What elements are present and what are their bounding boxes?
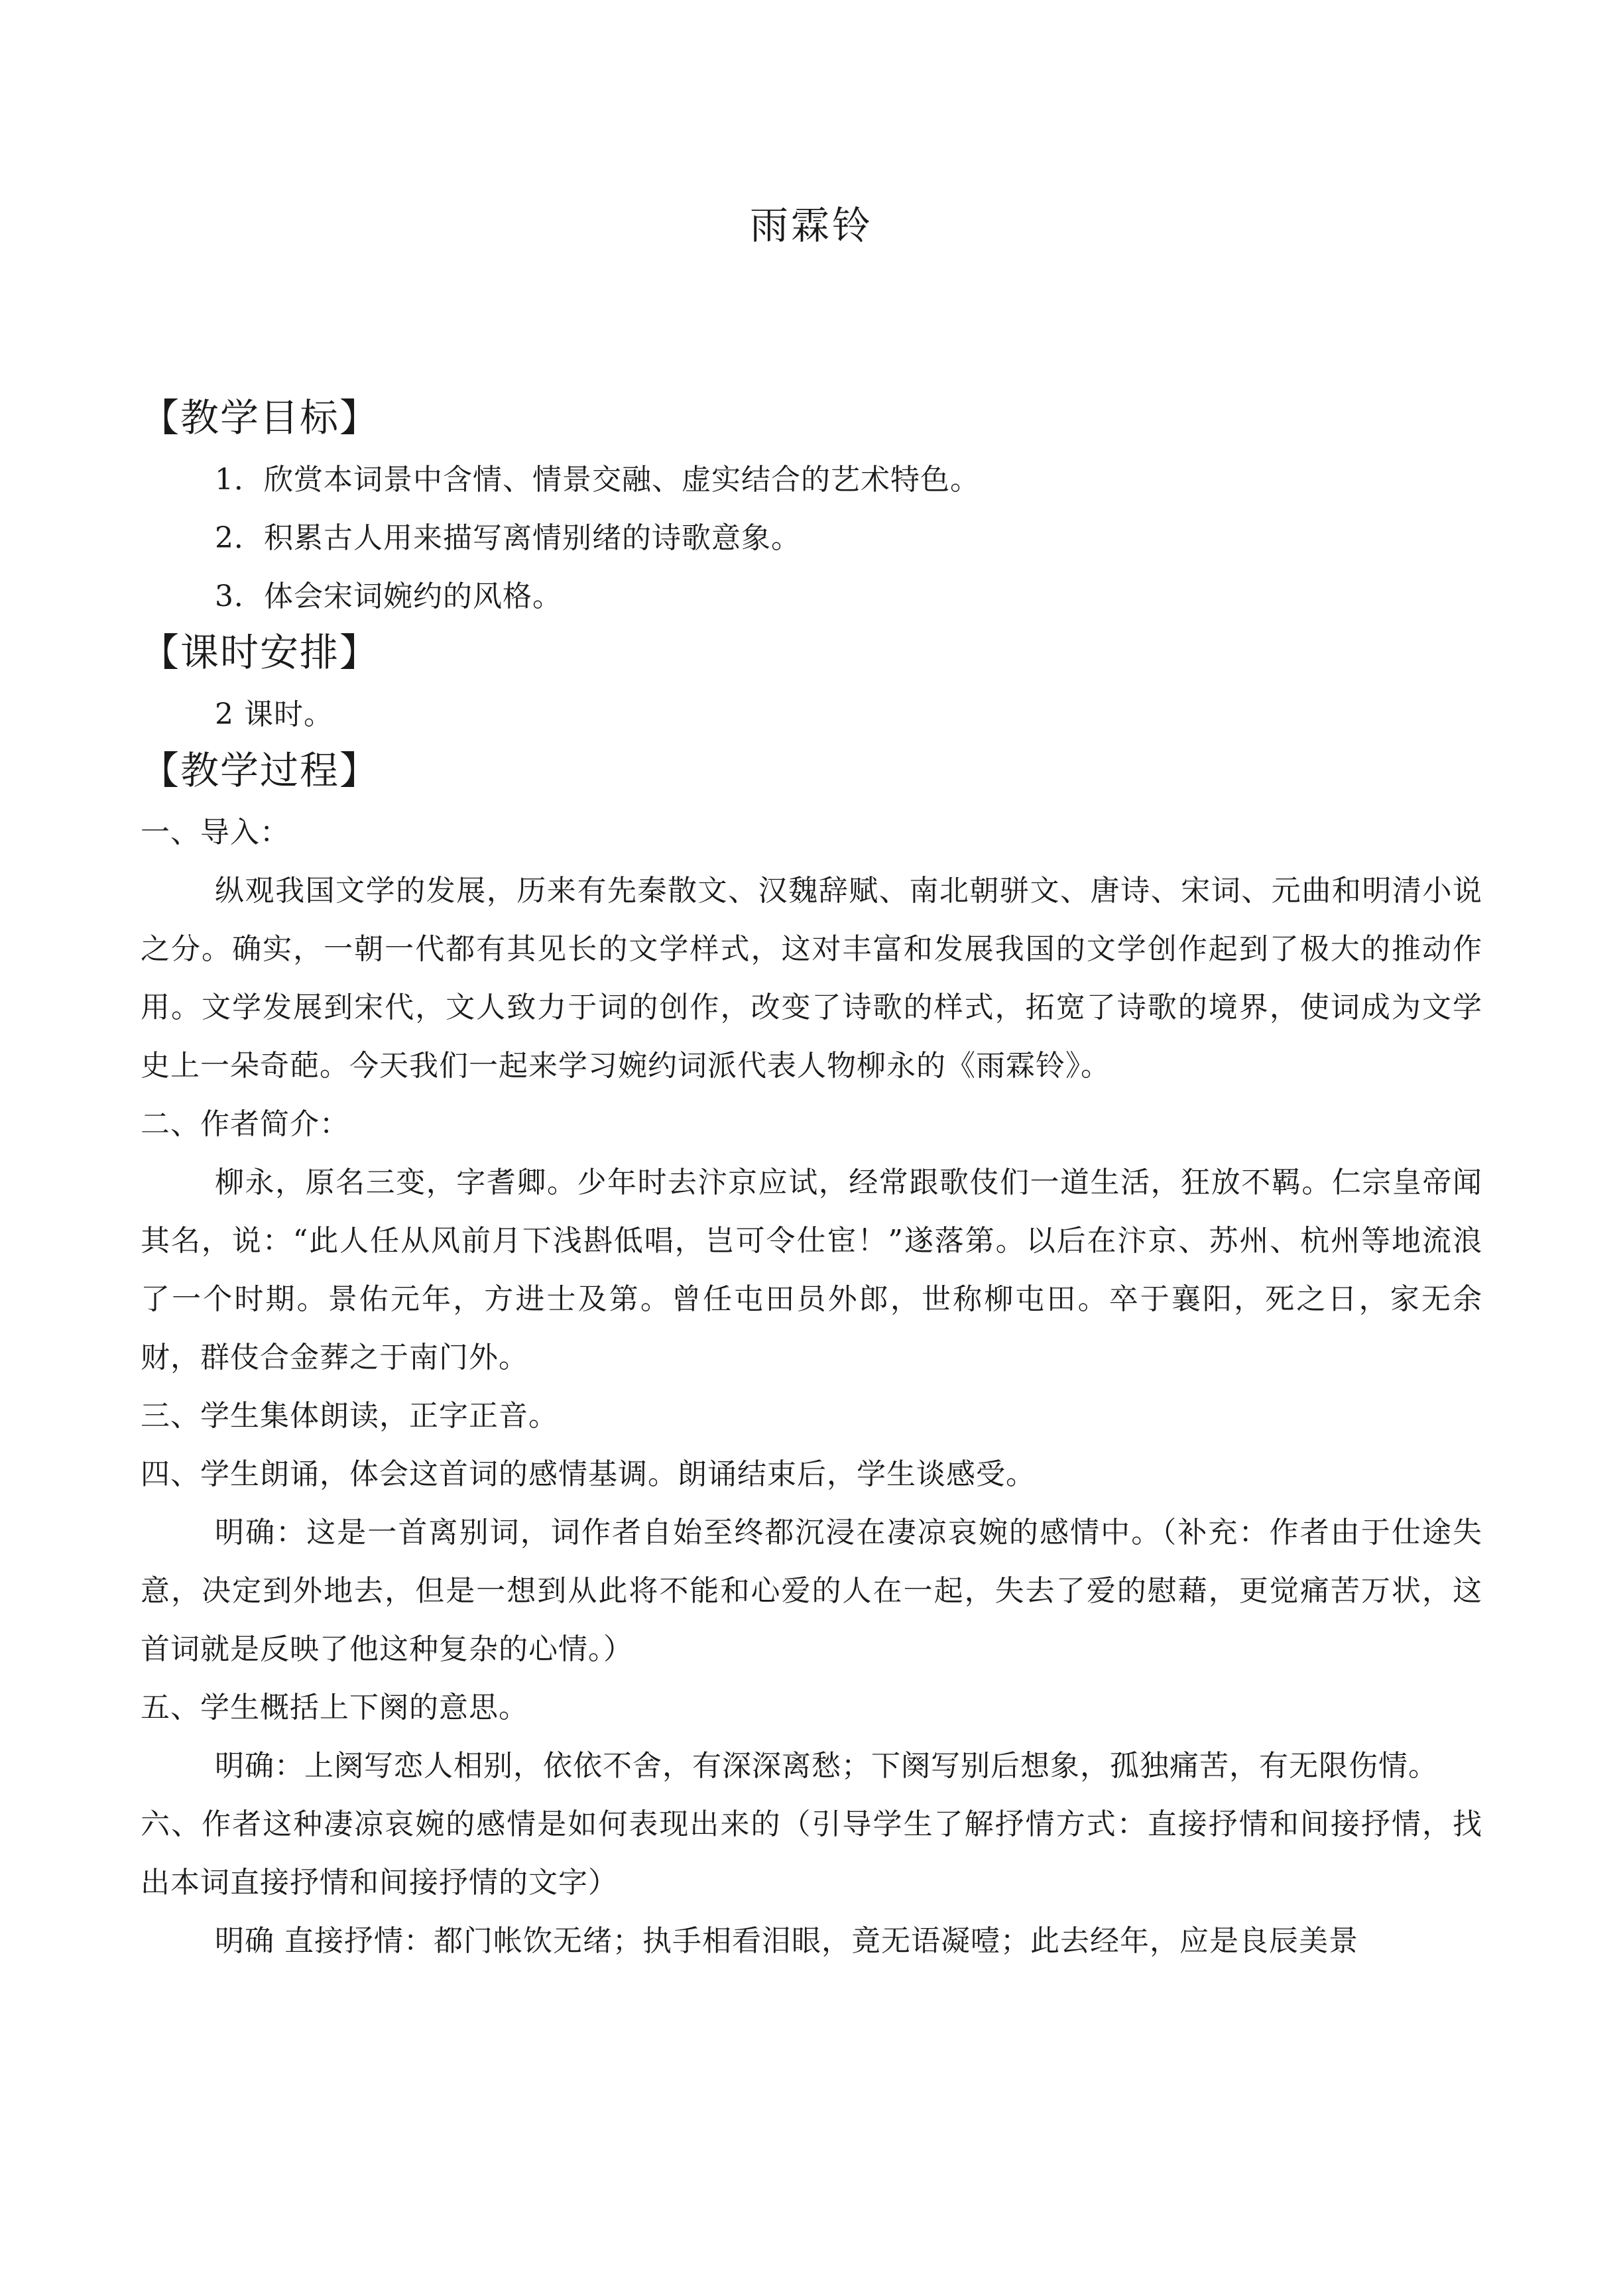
section-heading-schedule: 【课时安排】: [141, 630, 380, 675]
step-label-expression: 六、作者这种凄凉哀婉的感情是如何表现出来的（引导学生了解抒情方式：直接抒情和间接抒情，找出本词直接抒情和间接抒情的文字）: [141, 1807, 1482, 1900]
section-heading-goals: 【教学目标】: [141, 395, 380, 440]
step-paragraph-intro: 纵观我国文学的发展，历来有先秦散文、汉魏辞赋、南北朝骈文、唐诗、宋词、元曲和明清小说之分。确实，一朝一代都有其见长的文学样式，这对丰富和发展我国的文学创作起到了极大的推动作用。文学发展到宋代，文人致力于词的创作，改变了诗歌的样式，拓宽了诗歌的境界，使词成为文学史上一朵奇葩。今天我们一起来学习婉约词派代表人物柳永的《雨霖铃》。: [141, 874, 1482, 1083]
goal-item: 1．欣赏本词景中含情、情景交融、虚实结合的艺术特色。: [215, 463, 980, 497]
section-heading-process: 【教学过程】: [141, 748, 380, 793]
step-paragraph-recitation: 明确：这是一首离别词，词作者自始至终都沉浸在凄凉哀婉的感情中。（补充：作者由于仕途失意，决定到外地去，但是一想到从此将不能和心爱的人在一起，失去了爱的慰藉，更觉痛苦万状，这首词就是反映了他这种复杂的心情。）: [141, 1516, 1482, 1666]
step-paragraph-expression: 明确 直接抒情：都门帐饮无绪；执手相看泪眼，竟无语凝噎；此去经年，应是良辰美景: [215, 1924, 1358, 1958]
goal-item: 3．体会宋词婉约的风格。: [215, 579, 562, 613]
page-title: 雨霖铃: [749, 203, 873, 248]
goal-item: 2．积累古人用来描写离情别绪的诗歌意象。: [215, 521, 801, 555]
step-paragraph-author: 柳永，原名三变，字耆卿。少年时去汴京应试，经常跟歌伎们一道生活，狂放不羁。仁宗皇帝闻其名，说：“此人任从风前月下浅斟低唱，岂可令仕宦！”遂落第。以后在汴京、苏州、杭州等地流浪了一个时期。景佑元年，方进士及第。曾任屯田员外郎，世称柳屯田。卒于襄阳，死之日，家无余财，群伎合金葬之于南门外。: [141, 1166, 1482, 1374]
step-label-intro: 一、导入：: [141, 816, 290, 849]
step-label-reading: 三、学生集体朗读，正字正音。: [141, 1399, 558, 1433]
schedule-text: 2 课时。: [215, 697, 333, 731]
step-label-author: 二、作者简介：: [141, 1107, 349, 1141]
step-paragraph-summary: 明确：上阕写恋人相别，依依不舍，有深深离愁；下阕写别后想象，孤独痛苦，有无限伤情。: [215, 1749, 1438, 1783]
document-body: [141, 391, 1482, 1970]
step-label-summary: 五、学生概括上下阕的意思。: [141, 1691, 528, 1724]
step-label-recitation: 四、学生朗诵，体会这首词的感情基调。朗诵结束后，学生谈感受。: [141, 1457, 1036, 1491]
